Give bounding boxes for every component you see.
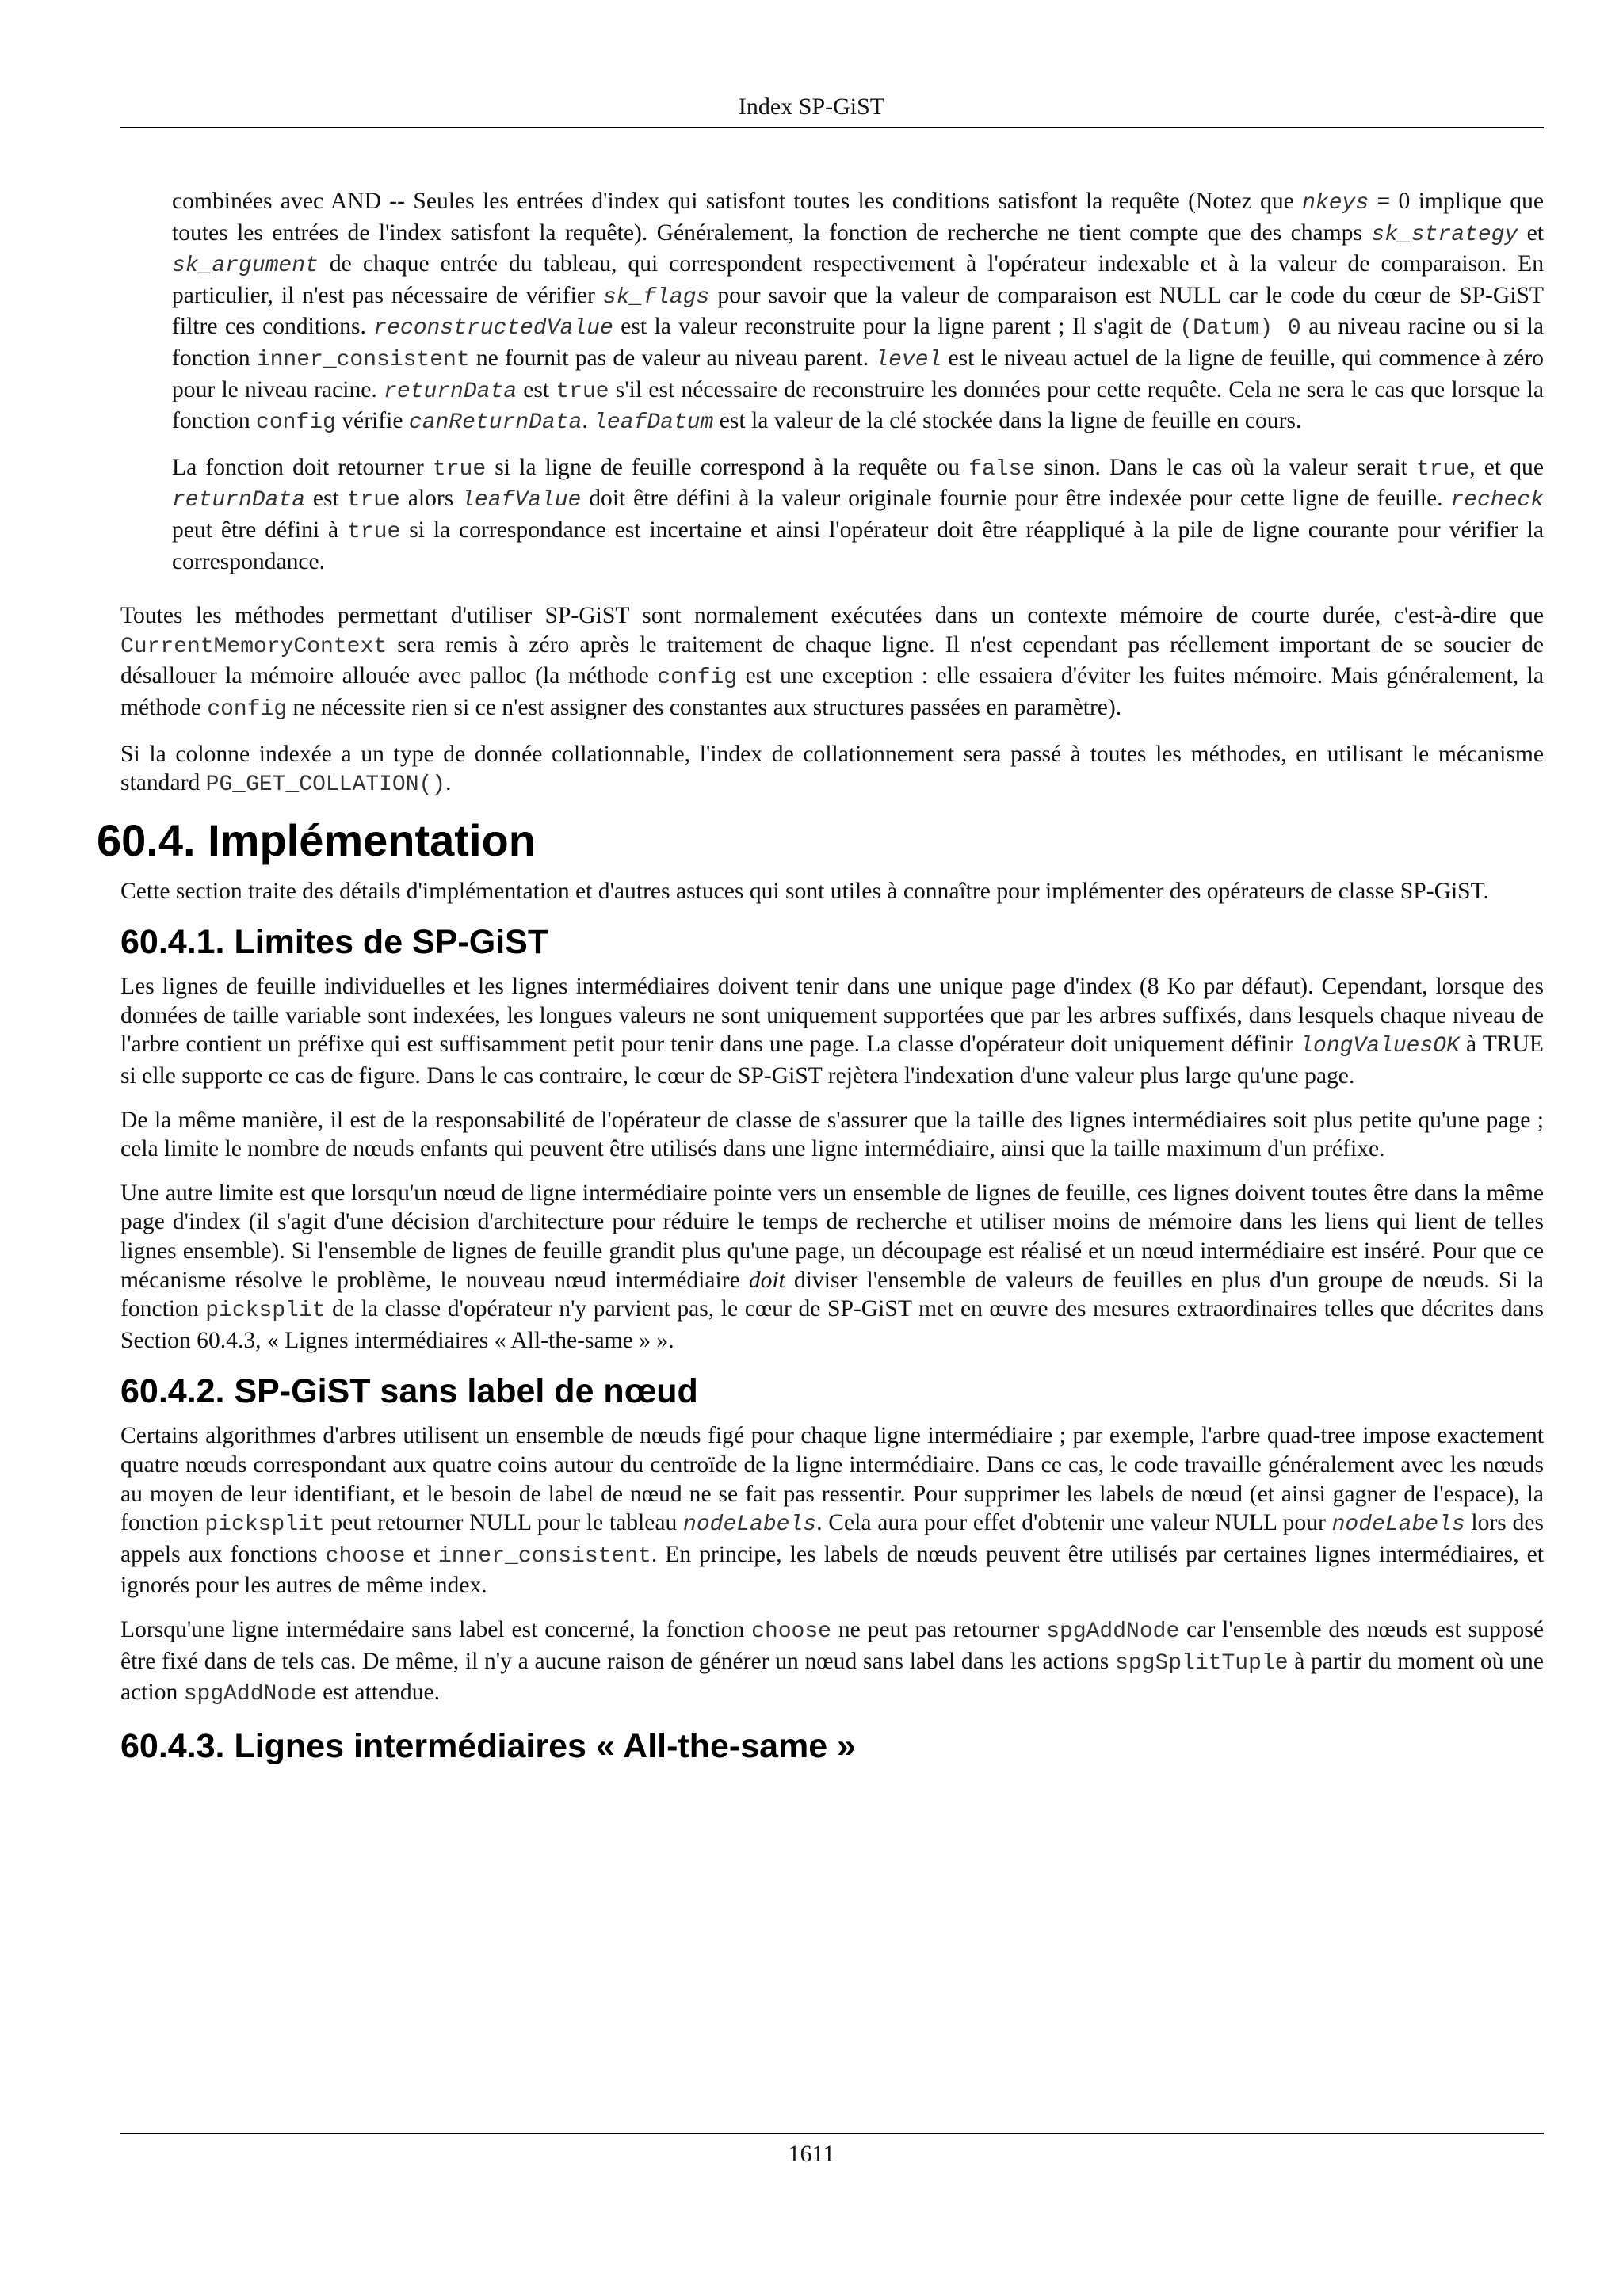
code-choose: choose [751,1619,831,1644]
emphasis-doit: doit [748,1267,785,1293]
code-nkeys: nkeys [1302,191,1369,215]
page-number: 1611 [788,2141,835,2167]
code-leaf-datum: leafDatum [594,410,714,436]
code-true: true [432,456,487,482]
code-reconstructed-value: reconstructedValue [373,316,613,341]
code-true: true [346,488,400,513]
code-inner-consistent: inner_consistent [438,1543,651,1569]
header-rule [120,127,1544,128]
code-can-return-data: canReturnData [408,410,582,436]
code-true: true [556,379,609,404]
code-level: level [875,347,942,372]
paragraph-unlabeled-inner-tuple: Lorsqu'une ligne intermédaire sans label est concerné, la fonction choose ne peut pas retourner spgAddNode car l'ensemble des nœuds est supposé être fixé dans de tels cas. De même, il n'y a aucune raison de générer un nœud sans label dans les actions spgSplitTuple à partir du moment où une action spgAddNode est attendue. [120,1616,1544,1707]
code-node-labels: nodeLabels [1331,1512,1465,1538]
paragraph-memory-context: Toutes les méthodes permettant d'utiliser SP-GiST sont normalement exécutées dans un contexte mémoire de courte durée, c'est-à-dire que CurrentMemoryContext sera remis à zéro après le traitement de chaque ligne. Il n'est cependant pas réellement important de se soucier de désallouer la mémoire allouée avec palloc (la méthode config est une exception : elle essaiera d'éviter les fuites mémoire. Mais généralement, la méthode config ne nécessite rien si ce n'est assigner des constantes aux structures passées en paramètre). [120,603,1544,722]
paragraph-limits-page-size: Les lignes de feuille individuelles et les lignes intermédiaires doivent tenir dans une unique page d'index (8 Ko par défaut). Cependant, lorsque des données de taille variable sont indexées, les longues valeurs ne sont uniquement supportées que par les arbres suffixés, dans lesquels chaque niveau de l'arbre contient un préfixe qui est suffisamment petit pour tenir dans une page. La classe d'opérateur doit uniquement définir longValuesOK à TRUE si elle supporte ce cas de figure. Dans le cas contraire, le cœur de SP-GiST rejètera l'indexation d'une valeur plus large qu'une page. [120,974,1544,1089]
section-heading-implementation: 60.4. Implémentation [97,814,536,865]
page-content [97,187,1545,1776]
subsection-heading-limits: 60.4.1. Limites de SP-GiST [120,923,549,962]
code-return-data: returnData [172,488,306,513]
code-spg-add-node: spgAddNode [183,1682,317,1707]
code-true: true [347,519,401,544]
paragraph-limits-leaf-set: Une autre limite est que lorsqu'un nœud de ligne intermédiaire pointe vers un ensemble de lignes de feuille, ces lignes doivent toutes être dans la même page d'index (il s'agit d'une décision d'architecture pour réduire le temps de recherche et utiliser moins de mémoire dans les liens qui lient de telles lignes ensemble). Si l'ensemble de lignes de feuille grandit plus qu'une page, un découpage est réalisé et un nœud intermédiaire est inséré. Pour que ce mécanisme résolve le problème, le nouveau nœud intermédiaire doit diviser l'ensemble de valeurs de feuilles en plus d'un groupe de nœuds. Si la fonction picksplit de la classe d'opérateur n'y parvient pas, le cœur de SP-GiST met en œuvre des mesures extraordinaires telles que décrites dans Section 60.4.3, « Lignes intermédiaires « All-the-same » ». [120,1180,1544,1353]
paragraph-implementation-intro: Cette section traite des détails d'implémentation et d'autres astuces qui sont utiles à connaître pour implémenter des opérateurs de classe SP-GiST. [120,878,1489,904]
code-sk-flags: sk_flags [602,284,710,310]
code-sk-argument: sk_argument [172,254,319,279]
code-pg-get-collation: PG_GET_COLLATION() [205,772,446,798]
paragraph-leaf-consistent-args: combinées avec AND -- Seules les entrées d'index qui satisfont toutes les conditions satisfont la requête (Notez que nkeys = 0 implique que toutes les entrées de l'index satisfont la requête). Généralement, la fonction de recherche ne tient compte que des champs sk_strategy et sk_argument de chaque entrée du tableau, qui correspondent respectivement à l'opérateur indexable et à la valeur de comparaison. En particulier, il n'est pas nécessaire de vérifier sk_flags pour savoir que la valeur de comparaison est NULL car le code du cœur de SP-GiST filtre ces conditions. reconstructedValue est la valeur reconstruite pour la ligne parent ; Il s'agit de (Datum) 0 au niveau racine ou si la fonction inner_consistent ne fournit pas de valeur au niveau parent. level est le niveau actuel de la ligne de feuille, qui commence à zéro pour le niveau racine. returnData est true s'il est nécessaire de reconstruire les données pour cette requête. Cela ne sera le cas que lorsque la fonction config vérifie canReturnData. leafDatum est la valeur de la clé stockée dans la ligne de feuille en cours. [172,189,1545,436]
paragraph-collation: Si la colonne indexée a un type de donnée collationnable, l'index de collationnement sera passé à toutes les méthodes, en utilisant le mécanisme standard PG_GET_COLLATION(). [120,741,1544,798]
subsection-heading-no-node-labels: 60.4.2. SP-GiST sans label de nœud [120,1372,698,1411]
code-config: config [207,696,288,722]
code-true: true [1415,456,1470,482]
paragraph-no-node-labels: Certains algorithmes d'arbres utilisent un ensemble de nœuds figé pour chaque ligne intermédiaire ; par exemple, l'arbre quad-tree impose exactement quatre nœuds correspondant aux quatre coins autour du centroïde de la ligne intermédiaire. Dans ce cas, le code travaille généralement avec les nœuds au moyen de leur identifiant, et le besoin de label de nœud ne se fait pas ressentir. Pour supprimer les labels de nœud (et ainsi gagner de l'espace), la fonction picksplit peut retourner NULL pour le tableau nodeLabels. Cela aura pour effet d'obtenir une valeur NULL pour nodeLabels lors des appels aux fonctions choose et inner_consistent. En principe, les labels de nœuds peuvent être utilisés par certaines lignes intermédiaires, et ignorés pour les autres de même index. [120,1423,1545,1599]
code-picksplit: picksplit [205,1299,326,1324]
code-leaf-value: leafValue [461,488,582,513]
code-sk-strategy: sk_strategy [1371,222,1518,247]
code-recheck: recheck [1450,488,1544,513]
code-spg-add-node: spgAddNode [1046,1619,1180,1644]
code-inner-consistent: inner_consistent [256,347,470,372]
running-header: Index SP-GiST [738,93,885,120]
code-false: false [968,456,1036,482]
code-node-labels: nodeLabels [683,1512,817,1538]
code-config: config [657,666,738,691]
code-datum-zero: (Datum) 0 [1179,316,1301,341]
paragraph-limits-inner-size: De la même manière, il est de la responsabilité de l'opérateur de classe de s'assurer que la taille des lignes intermédiaires soit plus petite qu'une page ; cela limite le nombre de nœuds enfants qui peuvent être utilisés dans une ligne intermédiaire, ainsi que la taille maximum d'un préfixe. [120,1107,1544,1162]
code-config: config [256,410,336,436]
code-picksplit: picksplit [204,1512,325,1538]
code-long-values-ok: longValuesOK [1300,1034,1460,1059]
code-current-memory-context: CurrentMemoryContext [120,634,388,659]
code-choose: choose [325,1543,406,1569]
footer-rule [120,2133,1544,2134]
paragraph-leaf-consistent-return: La fonction doit retourner true si la ligne de feuille correspond à la requête ou false sinon. Dans le cas où la valeur serait true, et que returnData est true alors leafValue doit être défini à la valeur originale fournie pour être indexée pour cette ligne de feuille. recheck peut être défini à true si la correspondance est incertaine et ainsi l'opérateur doit être réappliqué à la pile de ligne courante pour vérifier la correspondance. [172,454,1544,574]
subsection-heading-all-the-same: 60.4.3. Lignes intermédiaires « All-the-same » [120,1726,857,1765]
code-return-data: returnData [384,379,517,404]
code-spg-split-tuple: spgSplitTuple [1115,1650,1289,1676]
